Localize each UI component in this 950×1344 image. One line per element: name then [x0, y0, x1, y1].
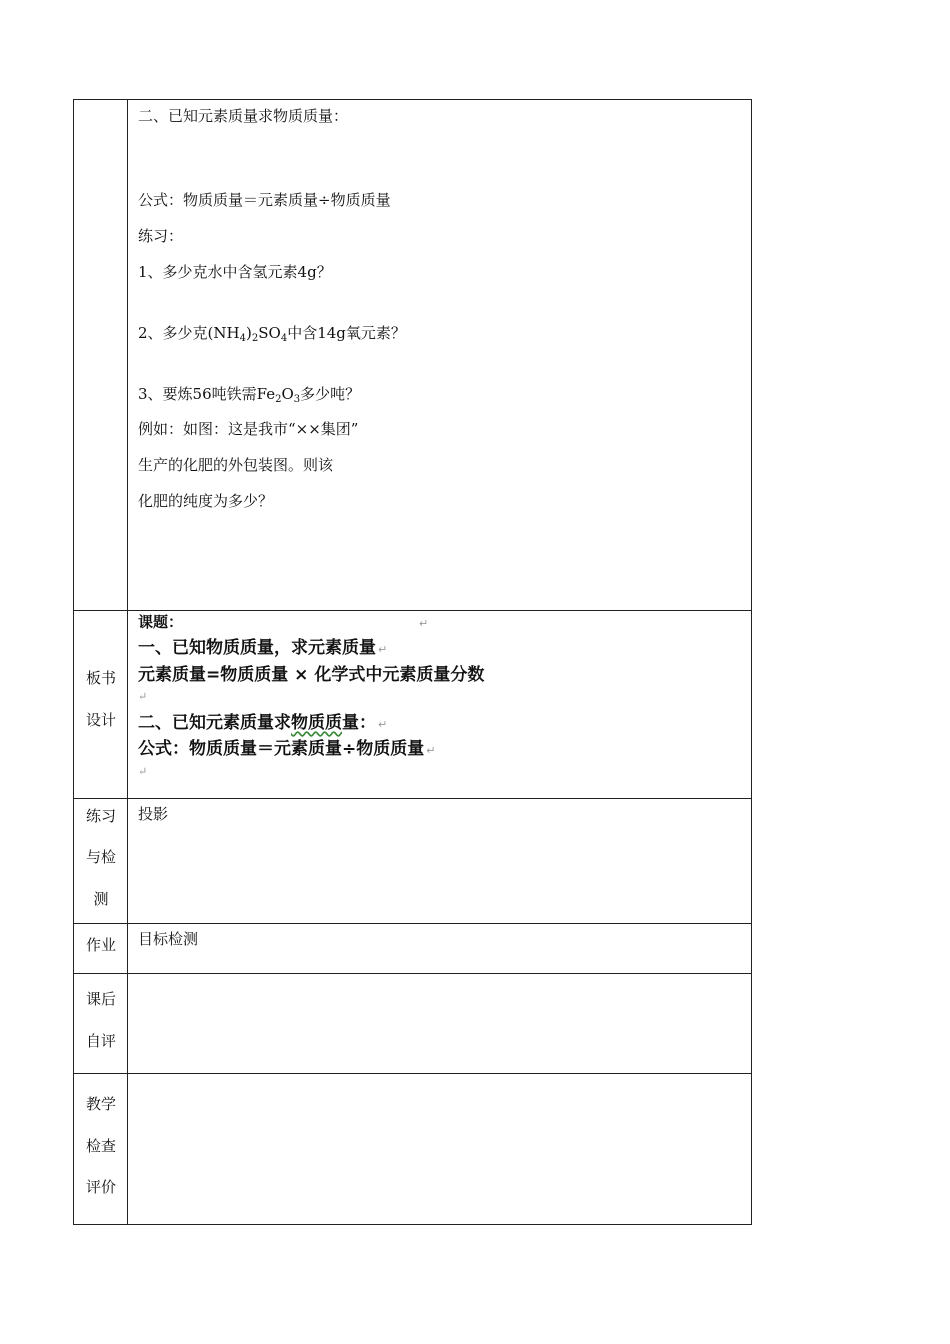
practice-text: 投影 [138, 805, 169, 823]
row-section-two [74, 100, 751, 611]
example-line-3: 化肥的纯度为多少？ [138, 492, 274, 510]
example-line-2: 生产的化肥的外包装图。则该 [138, 456, 334, 474]
homework-label-cell: 作业 [74, 924, 128, 973]
board-empty-line: ↵ [138, 690, 148, 703]
formula-text: 公式：物质质量＝元素质量÷物质质量 [138, 191, 391, 209]
board-design-label: 板书 设计 [74, 611, 128, 798]
board-end-mark: ↵ [138, 765, 148, 778]
section-heading: 二、已知元素质量求物质质量： [138, 107, 349, 125]
practice-label: 练习： [138, 227, 184, 245]
row-homework [74, 924, 751, 974]
practice-label-cell: 练习 与检 测 [74, 799, 128, 923]
row-label-empty [74, 100, 128, 610]
row-board-design [74, 611, 751, 799]
row-inspection [74, 1074, 751, 1224]
board-topic: 课题： ↵ [138, 613, 429, 631]
board-line-two: 二、已知元素质量求物质质量： ↵ [138, 713, 388, 733]
question-3: 3、要炼56吨铁需$Fe_2O_3$多少吨？ [138, 385, 361, 405]
board-line-formula-two: 公式：物质质量＝元素质量÷物质质量 ↵ [138, 739, 436, 759]
question-1: 1、多少克水中含氢元素4g？ [138, 263, 332, 281]
homework-text: 目标检测 [138, 930, 199, 948]
self-eval-label-cell: 课后 自评 [74, 974, 128, 1073]
question-2: 2、多少克$(NH_4)_2SO_4$中含14g氧元素？ [138, 324, 406, 344]
row-self-evaluation [74, 974, 751, 1074]
row-practice [74, 799, 751, 924]
inspection-label-cell: 教学 检查 评价 [74, 1074, 128, 1224]
example-line-1: 例如：如图：这是我市“××集团” [138, 420, 359, 438]
board-line-formula-one: 元素质量=物质质量 × 化学式中元素质量分数 [138, 665, 485, 685]
board-line-one: 一、已知物质质量，求元素质量 ↵ [138, 638, 388, 658]
lesson-plan-table [73, 99, 752, 1225]
